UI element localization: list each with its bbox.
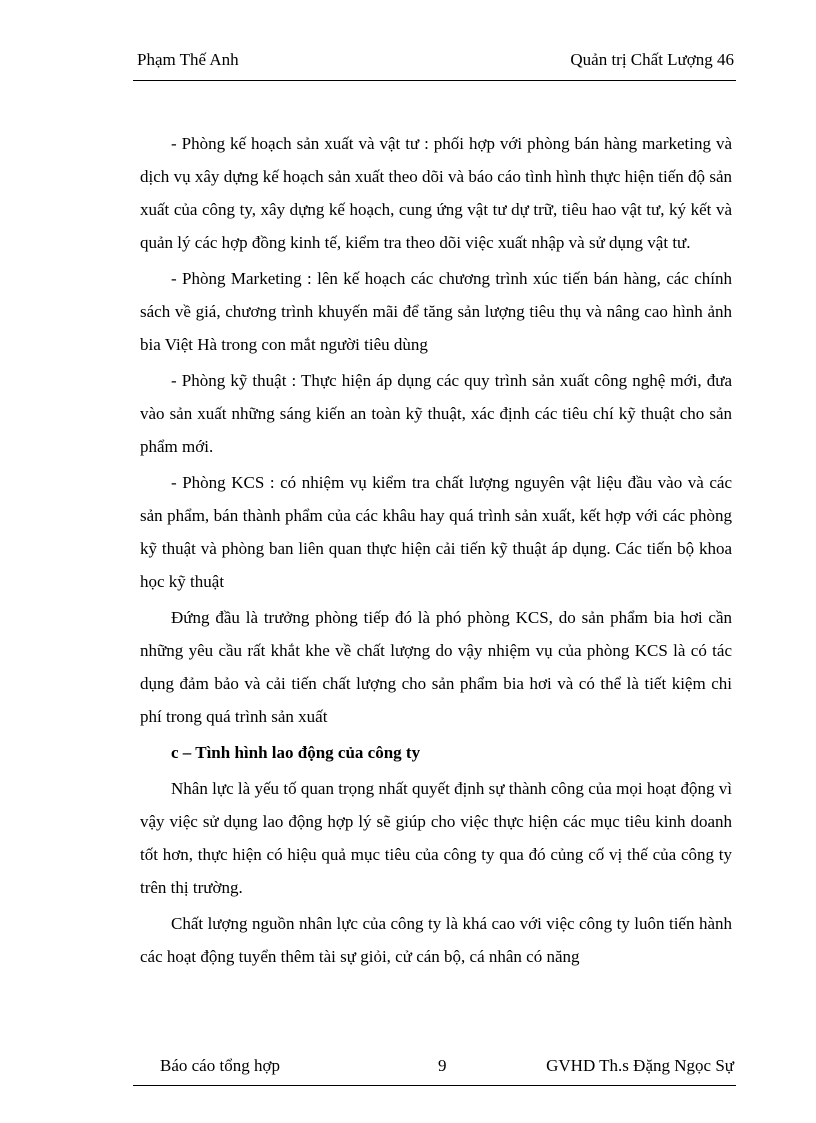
page-number: 9 [438, 1056, 447, 1075]
page-body [140, 127, 732, 976]
header-course: Quản trị Chất Lượng 46 [570, 50, 734, 69]
paragraph-planning-dept: - Phòng kế hoạch sản xuất và vật tư : phối hợp với phòng bán hàng marketing và dịch vụ xây dựng kế hoạch sản xuất theo dõi và báo cáo tình hình thực hiện tiến độ sản xuất của công ty, xây dựng kế hoạch, cung ứng vật tư dự trữ, tiêu hao vật tư, ký kết và quản lý các hợp đồng kinh tế, kiểm tra theo dõi việc xuất nhập và sử dụng vật tư. [140, 134, 732, 252]
footer-advisor: GVHD Th.s Đặng Ngọc Sự [546, 1056, 734, 1075]
section-heading: c – Tình hình lao động của công ty [171, 743, 421, 762]
paragraph-kcs-leadership: Đứng đầu là trưởng phòng tiếp đó là phó phòng KCS, do sản phẩm bia hơi cần những yêu cầu rất khắt khe về chất lượng do vậy nhiệm vụ của phòng KCS là có tác dụng đảm bảo và cải tiến chất lượng cho sản phẩm bia hơi và có thể là tiết kiệm chi phí trong quá trình sản xuất [140, 608, 732, 726]
paragraph-technical-dept: - Phòng kỹ thuật : Thực hiện áp dụng các quy trình sản xuất công nghệ mới, đưa vào sản xuất những sáng kiến an toàn kỹ thuật, xác định các tiêu chí kỹ thuật cho sản phẩm mới. [140, 371, 732, 456]
header-author: Phạm Thế Anh [137, 50, 239, 69]
paragraph-kcs-dept: - Phòng KCS : có nhiệm vụ kiểm tra chất lượng nguyên vật liệu đầu vào và các sản phẩm, bán thành phẩm của các khâu hay quá trình sản xuất, kết hợp với các phòng kỹ thuật và phòng ban liên quan thực hiện cải tiến kỹ thuật áp dụng. Các tiến bộ khoa học kỹ thuật [140, 473, 732, 591]
paragraph-marketing-dept: - Phòng Marketing : lên kế hoạch các chương trình xúc tiến bán hàng, các chính sách về giá, chương trình khuyến mãi để tăng sản lượng tiêu thụ và nâng cao hình ảnh bia Việt Hà trong con mắt người tiêu dùng [140, 269, 732, 354]
footer-divider [133, 1085, 736, 1086]
paragraph-human-resources: Nhân lực là yếu tố quan trọng nhất quyết định sự thành công của mọi hoạt động vì vậy việc sử dụng lao động hợp lý sẽ giúp cho việc thực hiện các mục tiêu kinh doanh tốt hơn, thực hiện có hiệu quả mục tiêu của công ty qua đó củng cố vị thế của công ty trên thị trường. [140, 779, 732, 897]
paragraph-hr-quality: Chất lượng nguồn nhân lực của công ty là khá cao với việc công ty luôn tiến hành các hoạt động tuyển thêm tài sự giỏi, cử cán bộ, cá nhân có năng [140, 914, 732, 966]
page-header [137, 50, 734, 72]
page-footer [160, 1056, 734, 1078]
footer-report: Báo cáo tổng hợp [160, 1056, 280, 1075]
header-divider [133, 80, 736, 81]
